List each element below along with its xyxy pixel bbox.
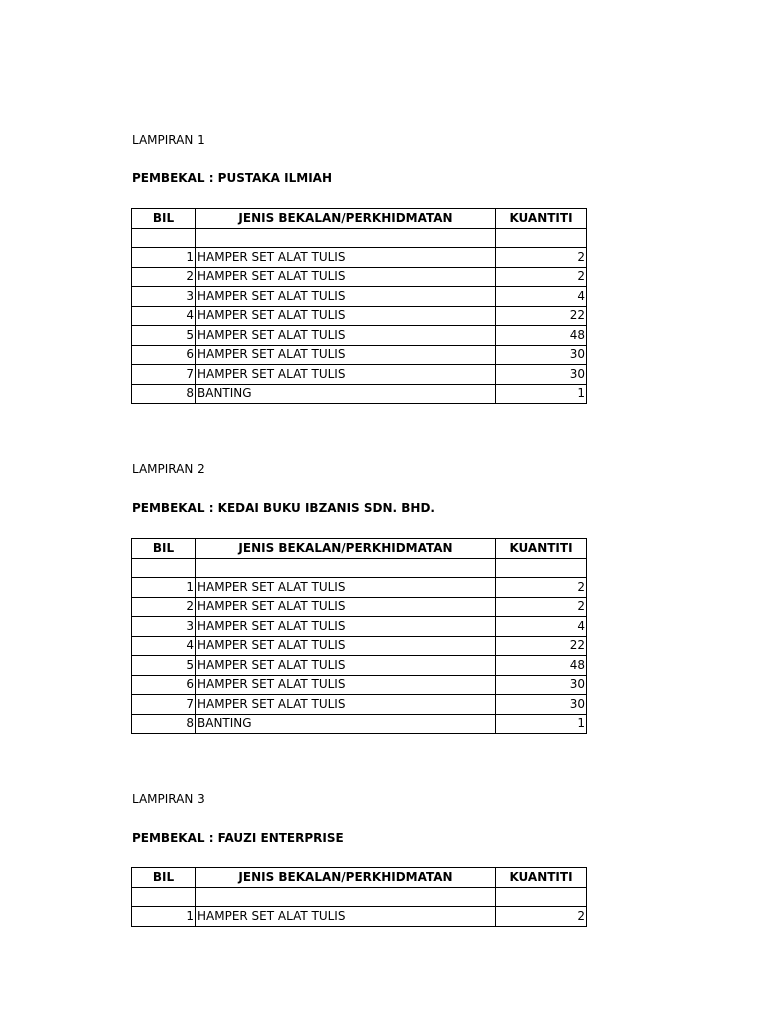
cell-item: HAMPER SET ALAT TULIS [196, 578, 496, 598]
table-header-row [132, 868, 587, 888]
cell-qty: 30 [496, 345, 587, 365]
cell-item: HAMPER SET ALAT TULIS [196, 306, 496, 326]
empty-cell [496, 887, 587, 907]
lampiran-1-heading: LAMPIRAN 1 [132, 133, 205, 147]
lampiran-3-heading: LAMPIRAN 3 [132, 792, 205, 806]
empty-cell [196, 558, 496, 578]
header-jenis: JENIS BEKALAN/PERKHIDMATAN [196, 209, 496, 229]
table-header-row [132, 539, 587, 559]
cell-bil: 3 [132, 617, 196, 637]
cell-item: HAMPER SET ALAT TULIS [196, 656, 496, 676]
table-row [132, 617, 587, 637]
cell-qty: 22 [496, 636, 587, 656]
cell-qty: 48 [496, 326, 587, 346]
cell-bil: 1 [132, 248, 196, 268]
table-row [132, 365, 587, 385]
table-row [132, 578, 587, 598]
cell-qty: 4 [496, 617, 587, 637]
cell-qty: 1 [496, 384, 587, 404]
cell-qty: 2 [496, 267, 587, 287]
cell-qty: 30 [496, 365, 587, 385]
table-row [132, 306, 587, 326]
lampiran-2-supplier: PEMBEKAL : KEDAI BUKU IBZANIS SDN. BHD. [132, 501, 435, 515]
cell-item: HAMPER SET ALAT TULIS [196, 345, 496, 365]
lampiran-2-heading: LAMPIRAN 2 [132, 462, 205, 476]
table-row [132, 384, 587, 404]
cell-qty: 4 [496, 287, 587, 307]
lampiran-2-table [131, 538, 587, 734]
lampiran-3-supplier: PEMBEKAL : FAUZI ENTERPRISE [132, 831, 344, 845]
cell-item: HAMPER SET ALAT TULIS [196, 326, 496, 346]
header-kuantiti: KUANTITI [496, 868, 587, 888]
cell-bil: 1 [132, 578, 196, 598]
table-row [132, 656, 587, 676]
table-row [132, 597, 587, 617]
table-row [132, 267, 587, 287]
cell-item: HAMPER SET ALAT TULIS [196, 907, 496, 927]
cell-item: HAMPER SET ALAT TULIS [196, 636, 496, 656]
empty-row [132, 228, 587, 248]
table-row [132, 248, 587, 268]
cell-item: HAMPER SET ALAT TULIS [196, 695, 496, 715]
cell-qty: 2 [496, 578, 587, 598]
cell-qty: 30 [496, 675, 587, 695]
cell-bil: 8 [132, 384, 196, 404]
header-jenis: JENIS BEKALAN/PERKHIDMATAN [196, 539, 496, 559]
cell-bil: 8 [132, 714, 196, 734]
cell-item: HAMPER SET ALAT TULIS [196, 267, 496, 287]
empty-row [132, 558, 587, 578]
table-row [132, 714, 587, 734]
cell-qty: 2 [496, 248, 587, 268]
cell-bil: 5 [132, 326, 196, 346]
empty-cell [132, 887, 196, 907]
cell-bil: 4 [132, 636, 196, 656]
cell-bil: 1 [132, 907, 196, 927]
cell-item: BANTING [196, 384, 496, 404]
table-row [132, 345, 587, 365]
empty-cell [196, 228, 496, 248]
header-bil: BIL [132, 209, 196, 229]
table-row [132, 326, 587, 346]
table-row [132, 907, 587, 927]
cell-item: HAMPER SET ALAT TULIS [196, 287, 496, 307]
lampiran-1-table [131, 208, 587, 404]
cell-bil: 5 [132, 656, 196, 676]
cell-qty: 2 [496, 597, 587, 617]
header-bil: BIL [132, 539, 196, 559]
cell-qty: 30 [496, 695, 587, 715]
table-header-row [132, 209, 587, 229]
cell-bil: 7 [132, 695, 196, 715]
cell-item: HAMPER SET ALAT TULIS [196, 248, 496, 268]
cell-bil: 6 [132, 675, 196, 695]
cell-item: BANTING [196, 714, 496, 734]
header-kuantiti: KUANTITI [496, 209, 587, 229]
table-row [132, 695, 587, 715]
empty-cell [132, 558, 196, 578]
cell-bil: 7 [132, 365, 196, 385]
cell-qty: 2 [496, 907, 587, 927]
empty-cell [196, 887, 496, 907]
table-row [132, 675, 587, 695]
cell-bil: 6 [132, 345, 196, 365]
cell-item: HAMPER SET ALAT TULIS [196, 365, 496, 385]
empty-cell [496, 558, 587, 578]
cell-bil: 4 [132, 306, 196, 326]
cell-item: HAMPER SET ALAT TULIS [196, 617, 496, 637]
header-kuantiti: KUANTITI [496, 539, 587, 559]
cell-item: HAMPER SET ALAT TULIS [196, 597, 496, 617]
header-bil: BIL [132, 868, 196, 888]
cell-qty: 22 [496, 306, 587, 326]
cell-bil: 2 [132, 597, 196, 617]
lampiran-1-supplier: PEMBEKAL : PUSTAKA ILMIAH [132, 171, 332, 185]
empty-cell [132, 228, 196, 248]
cell-bil: 3 [132, 287, 196, 307]
table-row [132, 636, 587, 656]
empty-row [132, 887, 587, 907]
empty-cell [496, 228, 587, 248]
cell-item: HAMPER SET ALAT TULIS [196, 675, 496, 695]
header-jenis: JENIS BEKALAN/PERKHIDMATAN [196, 868, 496, 888]
cell-bil: 2 [132, 267, 196, 287]
cell-qty: 48 [496, 656, 587, 676]
cell-qty: 1 [496, 714, 587, 734]
table-row [132, 287, 587, 307]
lampiran-3-table [131, 867, 587, 927]
